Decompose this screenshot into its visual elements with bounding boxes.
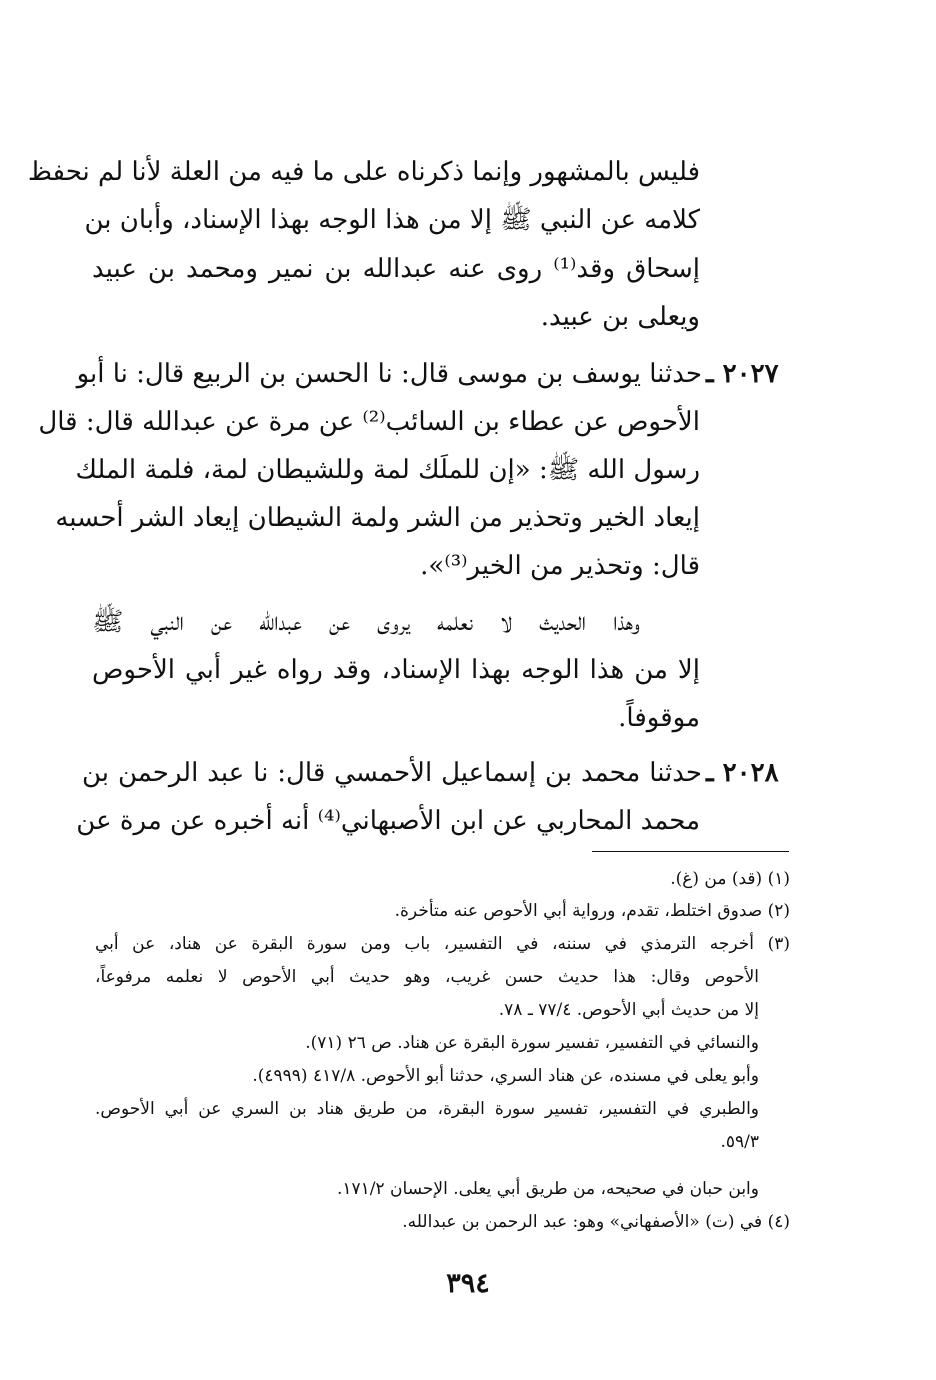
body-line: فليس بالمشهور وإنما ذكرناه على ما فيه من العلة لأنا لم نحفظ	[27, 157, 700, 187]
body-line: حدثنا محمد بن إسماعيل الأحمسي قال: نا عبد الرحمن بن	[82, 758, 702, 788]
footnote-line: والنسائي في التفسير، تفسير سورة البقرة عن هناد. ص ٢٦ (٧١).	[305, 1033, 759, 1053]
footnote-line: (١) (قد) من (غ).	[670, 869, 790, 889]
body-line: كلامه عن النبي ﷺ إلا من هذا الوجه بهذا الإسناد، وأبان بن	[84, 205, 700, 235]
body-line: إيعاد الخير وتحذير من الشر ولمة الشيطان إيعاد الشر أحسبه	[55, 503, 700, 533]
footnote-line: والطبري في التفسير، تفسير سورة البقرة، من طريق هناد بن السري عن أبي الأحوص.	[95, 1099, 759, 1119]
footnote-line: وابن حبان في صحيحه، من طريق أبي يعلى. الإحسان ١٧١/٢.	[336, 1179, 759, 1199]
footnote-separator	[592, 851, 789, 852]
body-line: محمد المحاربي عن ابن الأصبهاني⁽⁴⁾ أنه أخبره عن مرة عن	[76, 806, 700, 836]
page-number: ٣٩٤	[446, 1268, 490, 1299]
hadith-number: ٢٠٢٨ ـ	[706, 758, 779, 788]
body-line: قال: وتحذير من الخير⁽³⁾».	[420, 551, 700, 581]
footnote-line: (٣) أخرجه الترمذي في سننه، في التفسير، باب ومن سورة البقرة عن هناد، عن أبي	[95, 934, 790, 954]
footnote-line: الأحوص وقال: هذا حديث حسن غريب، وهو حديث أبي الأحوص لا نعلمه مرفوعاً،	[95, 967, 759, 987]
footnote-line: ٥٩/٣.	[720, 1132, 759, 1152]
hadith-number: ٢٠٢٧ ـ	[706, 359, 779, 389]
body-line: ويعلى بن عبيد.	[540, 302, 700, 332]
body-line: حدثنا يوسف بن موسى قال: نا الحسن بن الربيع قال: نا أبو	[76, 359, 702, 389]
footnote-line: (٢) صدوق اختلط، تقدم، ورواية أبي الأحوص عنه متأخرة.	[394, 901, 790, 921]
body-line: رسول الله ﷺ: «إن للملَك لمة وللشيطان لمة، فلمة الملك	[75, 455, 700, 485]
footnote-line: إلا من حديث أبي الأحوص. ٧٧/٤ ـ ٧٨.	[498, 1000, 759, 1020]
body-line: موقوفاً.	[618, 703, 700, 733]
body-line: إسحاق وقد⁽¹⁾ روى عنه عبدالله بن نمير ومحمد بن عبيد	[92, 254, 701, 284]
footnote-line: (٤) في (ت) «الأصفهاني» وهو: عبد الرحمن بن عبدالله.	[402, 1212, 790, 1232]
footnote-line: وأبو يعلى في مسنده، عن هناد السري، حدثنا أبو الأحوص. ٤١٧/٨ (٤٩٩٩).	[252, 1066, 759, 1086]
body-line: الأحوص عن عطاء بن السائب⁽²⁾ عن مرة عن عبدالله قال: قال	[38, 407, 700, 437]
body-line: إلا من هذا الوجه بهذا الإسناد، وقد رواه غير أبي الأحوص	[92, 655, 700, 685]
body-line: وهذا الحديث لا نعلمه يروى عن عبدالله عن النبي ﷺ	[92, 607, 640, 637]
